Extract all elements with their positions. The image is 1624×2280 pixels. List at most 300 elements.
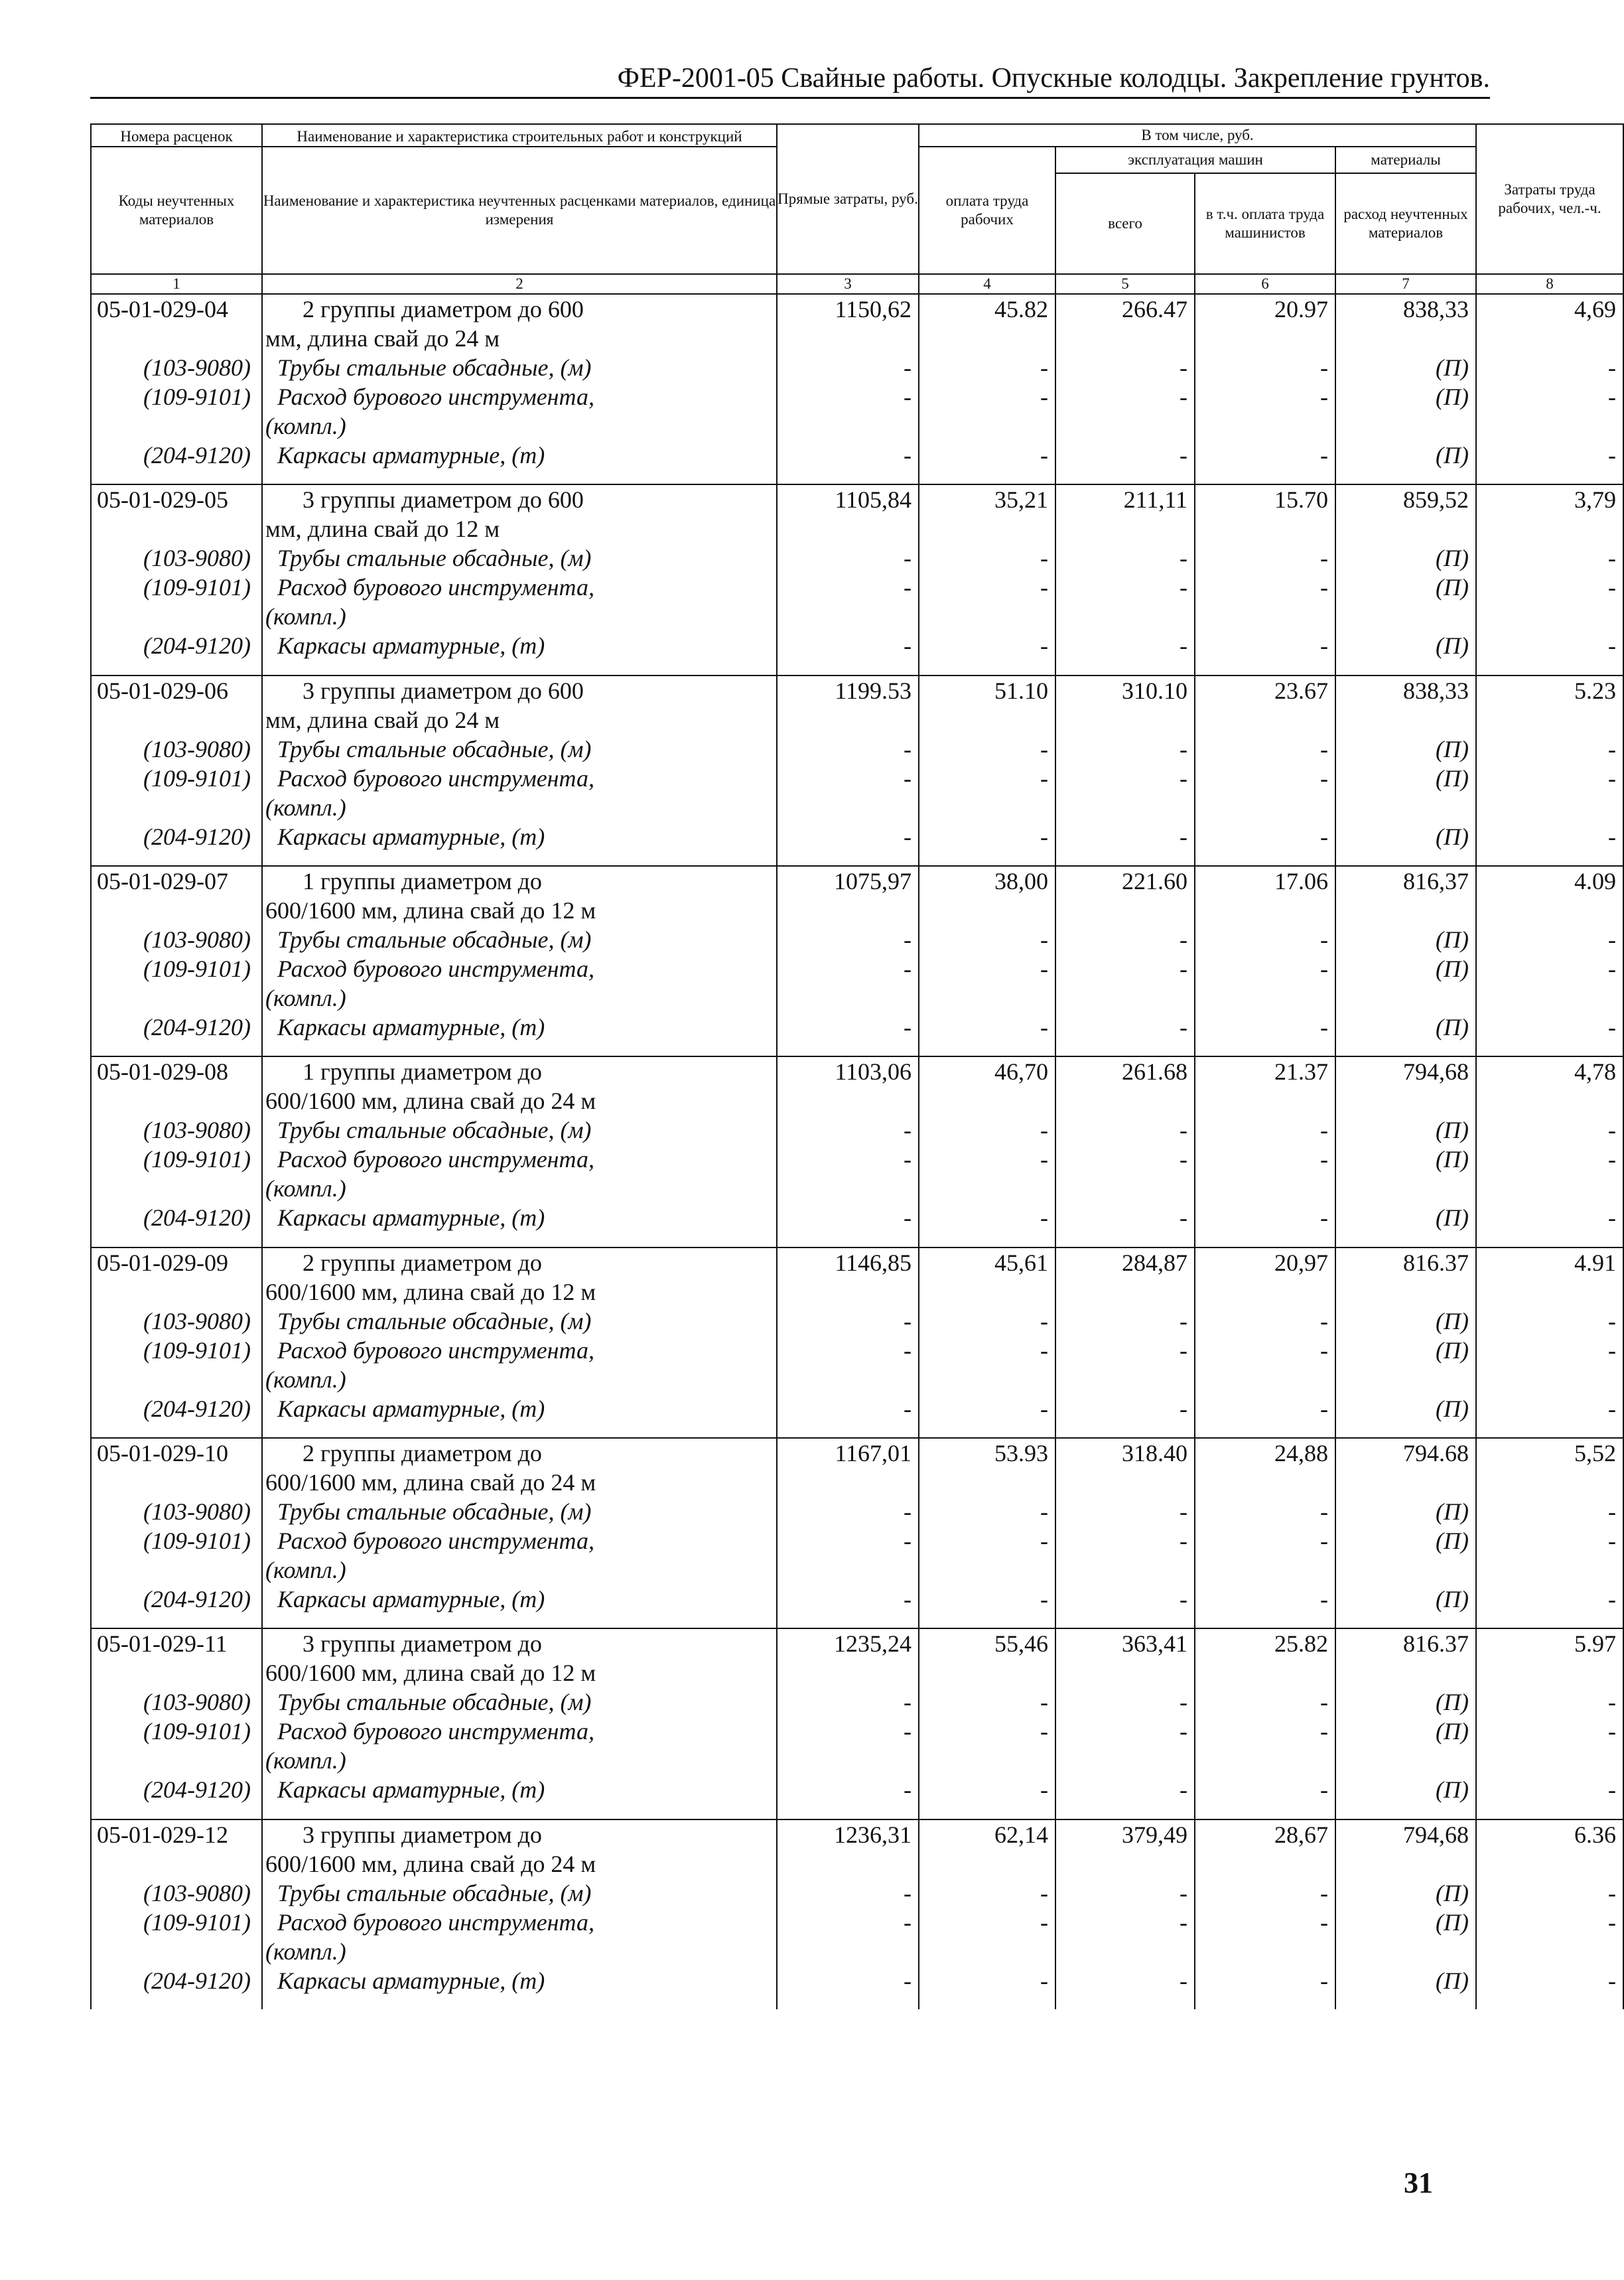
spacer: [97, 514, 261, 543]
spacer: [97, 983, 261, 1013]
material-mark: (П): [1436, 1879, 1469, 1906]
dash: -: [1320, 955, 1328, 982]
machine-total-cell: [1055, 866, 1195, 1056]
dash: -: [904, 1908, 912, 1936]
material-mark: (П): [1436, 1307, 1469, 1334]
material-name: Трубы стальные обсадные, (м): [277, 1498, 592, 1525]
machine-pay-cell: [1195, 1056, 1335, 1247]
rate-code: 05-01-029-11: [97, 1630, 228, 1658]
spacer: [97, 411, 261, 441]
rate-code: 05-01-029-12: [97, 1821, 228, 1848]
machine-total-cell: [1055, 1628, 1195, 1819]
material-name: (компл.): [265, 603, 346, 630]
rates-table-body: [91, 294, 1623, 2009]
machine-total-cell: [1055, 676, 1195, 866]
dash: -: [904, 1776, 912, 1804]
spacer: [1056, 324, 1194, 353]
material-name: Каркасы арматурные, (т): [277, 823, 545, 850]
spacer: [1056, 1937, 1194, 1966]
spacer: [1056, 1658, 1194, 1687]
dash: -: [1040, 1013, 1048, 1040]
dash: -: [904, 1689, 912, 1716]
work-name-line: 600/1600 мм, длина свай до 24 м: [265, 1850, 596, 1877]
spacer: [97, 793, 261, 822]
materials-value: 838,33: [1403, 677, 1469, 704]
spacer: [1056, 1086, 1194, 1115]
dash: -: [1040, 955, 1048, 982]
material-name: Расход бурового инструмента,: [277, 574, 594, 601]
material-name: (компл.): [265, 794, 346, 821]
dash: -: [1608, 574, 1617, 601]
spacer: [778, 1746, 918, 1775]
spacer: [1477, 1365, 1623, 1394]
spacer: [778, 324, 918, 353]
dash: -: [1608, 1013, 1617, 1040]
spacer: [778, 514, 918, 543]
machine-pay-cell: [1195, 484, 1335, 675]
direct-costs-value: 1235,24: [834, 1630, 912, 1658]
spacer: [1336, 896, 1475, 925]
spacer: [1056, 896, 1194, 925]
work-name-cell: [262, 1819, 777, 2009]
material-code: (204-9120): [143, 442, 251, 468]
dash: -: [904, 926, 912, 953]
dash: -: [1040, 384, 1048, 410]
materials-value: 816,37: [1403, 867, 1469, 894]
header-rule: [90, 97, 1490, 99]
material-name: (компл.): [265, 1366, 346, 1393]
dash: -: [1608, 735, 1617, 762]
table-row: [91, 1819, 1623, 2009]
material-mark: (П): [1436, 354, 1469, 381]
spacer: [1477, 896, 1623, 925]
labor-hours-cell: [1476, 484, 1623, 675]
material-code: (103-9080): [143, 1117, 251, 1144]
spacer: [1336, 1849, 1475, 1879]
spacer: [1477, 324, 1623, 353]
material-code: (109-9101): [143, 1527, 251, 1554]
dash: -: [904, 442, 912, 468]
work-name-line: 600/1600 мм, длина свай до 24 м: [265, 1088, 596, 1115]
dash: -: [1608, 1585, 1617, 1612]
direct-costs-cell: [777, 676, 919, 866]
dash: -: [1608, 1395, 1617, 1422]
spacer: [1336, 793, 1475, 822]
work-name-cell: [262, 1628, 777, 1819]
spacer: [97, 1937, 261, 1966]
labor-pay-cell: [919, 484, 1055, 675]
dash: -: [1040, 442, 1048, 468]
labor-hours-value: 3,79: [1574, 486, 1617, 514]
spacer: [1195, 514, 1335, 543]
labor-hours-cell: [1476, 1628, 1623, 1819]
dash: -: [1180, 574, 1187, 601]
spacer: [1336, 1277, 1475, 1307]
work-name-cell: [262, 676, 777, 866]
dash: -: [1180, 1967, 1187, 1994]
labor-pay-value: 45.82: [994, 296, 1048, 322]
spacer: [1477, 1277, 1623, 1307]
dash: -: [1320, 926, 1328, 953]
machine-pay-value: 23.67: [1274, 677, 1328, 704]
spacer: [778, 1174, 918, 1203]
spacer: [1477, 1658, 1623, 1687]
spacer: [919, 1277, 1055, 1307]
spacer: [97, 324, 261, 353]
material-name: Трубы стальные обсадные, (м): [277, 1879, 592, 1906]
dash: -: [904, 1718, 912, 1745]
labor-hours-value: 5,52: [1574, 1439, 1617, 1466]
table-row: [91, 1438, 1623, 1628]
dash: -: [904, 1307, 912, 1334]
machine-total-value: 221.60: [1122, 867, 1187, 894]
material-name: Каркасы арматурные, (т): [277, 1776, 545, 1804]
labor-pay-cell: [919, 676, 1055, 866]
materials-cell: [1335, 294, 1476, 484]
header-material-codes: Коды неучтенных материалов: [91, 147, 262, 274]
material-code: (204-9120): [143, 823, 251, 850]
dash: -: [1040, 1585, 1048, 1612]
dash: -: [904, 1204, 912, 1232]
spacer: [919, 411, 1055, 441]
page-number: 31: [1404, 2167, 1433, 2199]
spacer: [919, 1849, 1055, 1879]
work-name-line: 2 группы диаметром до 600: [303, 296, 584, 322]
spacer: [919, 1468, 1055, 1497]
dash: -: [1040, 1146, 1048, 1173]
spacer: [1195, 1365, 1335, 1394]
header-materials: материалы: [1335, 147, 1476, 173]
dash: -: [1040, 1879, 1048, 1906]
dash: -: [1180, 1689, 1187, 1716]
dash: -: [1040, 735, 1048, 762]
spacer: [1336, 1174, 1475, 1203]
header-machine-incl-pay: в т.ч. оплата труда машинистов: [1195, 173, 1335, 274]
column-number: 6: [1195, 274, 1335, 294]
spacer: [1477, 983, 1623, 1013]
spacer: [1195, 1086, 1335, 1115]
spacer: [919, 705, 1055, 735]
work-name-line: 2 группы диаметром до: [303, 1249, 542, 1276]
material-name: Каркасы арматурные, (т): [277, 632, 545, 660]
material-code: (109-9101): [143, 384, 251, 410]
rates-table: [90, 123, 1624, 2009]
table-row: [91, 484, 1623, 675]
machine-total-cell: [1055, 1819, 1195, 2009]
dash: -: [904, 354, 912, 381]
machine-total-value: 318.40: [1122, 1439, 1187, 1466]
work-name-line: мм, длина свай до 12 м: [265, 516, 500, 543]
dash: -: [1320, 1967, 1328, 1994]
machine-total-value: 211,11: [1123, 486, 1187, 514]
spacer: [1477, 793, 1623, 822]
table-row: [91, 294, 1623, 484]
dash: -: [1608, 1908, 1617, 1936]
rate-code-cell: [91, 1438, 262, 1628]
direct-costs-value: 1103,06: [835, 1058, 912, 1086]
machine-total-cell: [1055, 294, 1195, 484]
machine-total-value: 310.10: [1122, 677, 1187, 704]
dash: -: [1608, 1146, 1617, 1173]
dash: -: [1320, 1498, 1328, 1525]
spacer: [97, 1086, 261, 1115]
dash: -: [904, 735, 912, 762]
labor-pay-value: 51.10: [994, 677, 1048, 704]
material-mark: (П): [1436, 1395, 1469, 1422]
spacer: [1195, 1746, 1335, 1775]
material-name: Трубы стальные обсадные, (м): [277, 545, 592, 572]
material-code: (103-9080): [143, 1498, 251, 1525]
spacer: [919, 793, 1055, 822]
material-mark: (П): [1436, 1776, 1469, 1804]
spacer: [1056, 1174, 1194, 1203]
material-code: (204-9120): [143, 1204, 251, 1232]
material-code: (204-9120): [143, 1395, 251, 1422]
machine-total-value: 266.47: [1122, 296, 1187, 322]
materials-value: 859,52: [1403, 486, 1469, 514]
spacer: [97, 1849, 261, 1879]
dash: -: [1320, 1013, 1328, 1040]
table-row: [91, 866, 1623, 1056]
rate-code: 05-01-029-05: [97, 486, 228, 514]
dash: -: [904, 1498, 912, 1525]
spacer: [1336, 705, 1475, 735]
work-name-line: 600/1600 мм, длина свай до 24 м: [265, 1468, 596, 1496]
material-code: (204-9120): [143, 1013, 251, 1040]
material-mark: (П): [1436, 1117, 1469, 1144]
dash: -: [1180, 384, 1187, 410]
machine-pay-value: 28,67: [1274, 1821, 1328, 1848]
spacer: [97, 1365, 261, 1394]
dash: -: [1180, 1776, 1187, 1804]
dash: -: [1180, 545, 1187, 572]
rate-code-cell: [91, 866, 262, 1056]
dash: -: [1608, 1967, 1617, 1994]
dash: -: [1608, 354, 1617, 381]
spacer: [1056, 983, 1194, 1013]
machine-pay-value: 25.82: [1274, 1630, 1328, 1658]
spacer: [1195, 1937, 1335, 1966]
labor-hours-value: 4.91: [1574, 1249, 1617, 1276]
dash: -: [1040, 1776, 1048, 1804]
labor-hours-value: 6.36: [1574, 1821, 1617, 1848]
dash: -: [1180, 1585, 1187, 1612]
material-mark: (П): [1436, 764, 1469, 792]
dash: -: [1608, 1336, 1617, 1364]
rate-code: 05-01-029-09: [97, 1249, 228, 1276]
header-including: В том числе, руб.: [919, 124, 1476, 147]
table-row: [91, 1247, 1623, 1438]
materials-value: 838,33: [1403, 296, 1469, 322]
header-work-name: Наименование и характеристика строительных работ и конструкций: [262, 124, 777, 147]
labor-pay-value: 62,14: [994, 1821, 1048, 1848]
dash: -: [1608, 1527, 1617, 1554]
work-name-cell: [262, 484, 777, 675]
direct-costs-cell: [777, 1628, 919, 1819]
dash: -: [1608, 955, 1617, 982]
column-number: 3: [777, 274, 919, 294]
material-mark: (П): [1436, 1718, 1469, 1745]
dash: -: [1180, 442, 1187, 468]
table-row: [91, 1056, 1623, 1247]
material-name: Каркасы арматурные, (т): [277, 1967, 545, 1994]
spacer: [778, 1365, 918, 1394]
work-name-line: мм, длина свай до 24 м: [265, 706, 500, 733]
spacer: [1056, 1468, 1194, 1497]
machine-pay-cell: [1195, 294, 1335, 484]
material-name: (компл.): [265, 1747, 346, 1774]
material-name: Расход бурового инструмента,: [277, 1718, 594, 1745]
column-number: 5: [1055, 274, 1195, 294]
rate-code-cell: [91, 1056, 262, 1247]
dash: -: [1040, 1336, 1048, 1364]
material-mark: (П): [1436, 545, 1469, 572]
dash: -: [1608, 1689, 1617, 1716]
spacer: [1336, 1086, 1475, 1115]
materials-value: 794,68: [1403, 1058, 1469, 1086]
spacer: [778, 1555, 918, 1585]
materials-cell: [1335, 1628, 1476, 1819]
rate-code-cell: [91, 1628, 262, 1819]
dash: -: [1040, 1117, 1048, 1144]
dash: -: [904, 1013, 912, 1040]
spacer: [1195, 602, 1335, 631]
work-name-line: 600/1600 мм, длина свай до 12 м: [265, 1278, 596, 1305]
dash: -: [1040, 1498, 1048, 1525]
work-name-line: мм, длина свай до 24 м: [265, 325, 500, 352]
spacer: [778, 1086, 918, 1115]
labor-hours-value: 5.97: [1574, 1630, 1617, 1658]
rate-code-cell: [91, 294, 262, 484]
spacer: [1336, 1365, 1475, 1394]
labor-pay-value: 55,46: [994, 1630, 1048, 1658]
material-code: (109-9101): [143, 1336, 251, 1364]
spacer: [1195, 983, 1335, 1013]
dash: -: [1180, 632, 1187, 660]
material-code: (109-9101): [143, 574, 251, 601]
dash: -: [904, 384, 912, 410]
material-code: (103-9080): [143, 735, 251, 762]
material-mark: (П): [1436, 1689, 1469, 1716]
direct-costs-value: 1150,62: [835, 296, 912, 322]
dash: -: [1040, 1395, 1048, 1422]
machine-pay-value: 21.37: [1274, 1058, 1328, 1086]
spacer: [1477, 602, 1623, 631]
material-mark: (П): [1436, 1908, 1469, 1936]
machine-total-value: 284,87: [1122, 1249, 1187, 1276]
rate-code-cell: [91, 484, 262, 675]
dash: -: [1180, 735, 1187, 762]
labor-hours-value: 4.09: [1574, 867, 1617, 894]
labor-pay-cell: [919, 1628, 1055, 1819]
dash: -: [1180, 1336, 1187, 1364]
material-mark: (П): [1436, 1013, 1469, 1040]
material-name: Трубы стальные обсадные, (м): [277, 735, 592, 762]
labor-pay-value: 46,70: [994, 1058, 1048, 1086]
dash: -: [1320, 1776, 1328, 1804]
spacer: [1336, 602, 1475, 631]
dash: -: [904, 1117, 912, 1144]
material-code: (109-9101): [143, 1718, 251, 1745]
material-name: Трубы стальные обсадные, (м): [277, 1307, 592, 1334]
dash: -: [1320, 354, 1328, 381]
direct-costs-cell: [777, 866, 919, 1056]
labor-hours-value: 4,78: [1574, 1058, 1617, 1086]
dash: -: [1040, 1527, 1048, 1554]
labor-hours-cell: [1476, 294, 1623, 484]
dash: -: [1608, 1776, 1617, 1804]
spacer: [919, 1365, 1055, 1394]
material-code: (204-9120): [143, 632, 251, 660]
material-mark: (П): [1436, 735, 1469, 762]
materials-cell: [1335, 484, 1476, 675]
dash: -: [1180, 1117, 1187, 1144]
material-name: (компл.): [265, 984, 346, 1011]
header-materials-uncounted: расход неучтенных материалов: [1335, 173, 1476, 274]
work-name-line: 3 группы диаметром до 600: [303, 677, 584, 704]
spacer: [778, 1849, 918, 1879]
dash: -: [1320, 632, 1328, 660]
dash: -: [1180, 1307, 1187, 1334]
dash: -: [1320, 1395, 1328, 1422]
rate-code-cell: [91, 1247, 262, 1438]
header-material-name: Наименование и характеристика неучтенных расценками материалов, единица измерения: [262, 147, 777, 274]
dash: -: [1180, 1527, 1187, 1554]
spacer: [919, 1746, 1055, 1775]
spacer: [1477, 1174, 1623, 1203]
direct-costs-cell: [777, 1438, 919, 1628]
material-name: Каркасы арматурные, (т): [277, 442, 545, 468]
spacer: [1477, 1849, 1623, 1879]
dash: -: [1320, 823, 1328, 850]
spacer: [919, 602, 1055, 631]
direct-costs-cell: [777, 1056, 919, 1247]
machine-total-cell: [1055, 1438, 1195, 1628]
rate-code: 05-01-029-04: [97, 296, 228, 322]
dash: -: [1040, 1204, 1048, 1232]
material-code: (103-9080): [143, 1879, 251, 1906]
spacer: [97, 1555, 261, 1585]
material-code: (103-9080): [143, 354, 251, 381]
materials-value: 816.37: [1403, 1249, 1469, 1276]
labor-pay-cell: [919, 294, 1055, 484]
work-name-cell: [262, 1056, 777, 1247]
material-mark: (П): [1436, 1967, 1469, 1994]
dash: -: [1320, 545, 1328, 572]
labor-hours-value: 4,69: [1574, 296, 1617, 322]
spacer: [1195, 1277, 1335, 1307]
material-code: (109-9101): [143, 764, 251, 792]
dash: -: [1180, 1879, 1187, 1906]
machine-total-value: 261.68: [1122, 1058, 1187, 1086]
direct-costs-cell: [777, 1819, 919, 2009]
material-mark: (П): [1436, 955, 1469, 982]
dash: -: [1040, 1689, 1048, 1716]
dash: -: [1320, 384, 1328, 410]
dash: -: [1180, 1498, 1187, 1525]
spacer: [778, 411, 918, 441]
material-code: (109-9101): [143, 1908, 251, 1936]
rate-code: 05-01-029-06: [97, 677, 228, 704]
material-code: (103-9080): [143, 926, 251, 953]
page-title: ФЕР-2001-05 Свайные работы. Опускные колодцы. Закрепление грунтов.: [617, 63, 1490, 94]
spacer: [919, 896, 1055, 925]
dash: -: [1180, 1013, 1187, 1040]
material-name: Расход бурового инструмента,: [277, 764, 594, 792]
dash: -: [904, 1879, 912, 1906]
spacer: [778, 602, 918, 631]
work-name-line: 1 группы диаметром до: [303, 867, 542, 894]
